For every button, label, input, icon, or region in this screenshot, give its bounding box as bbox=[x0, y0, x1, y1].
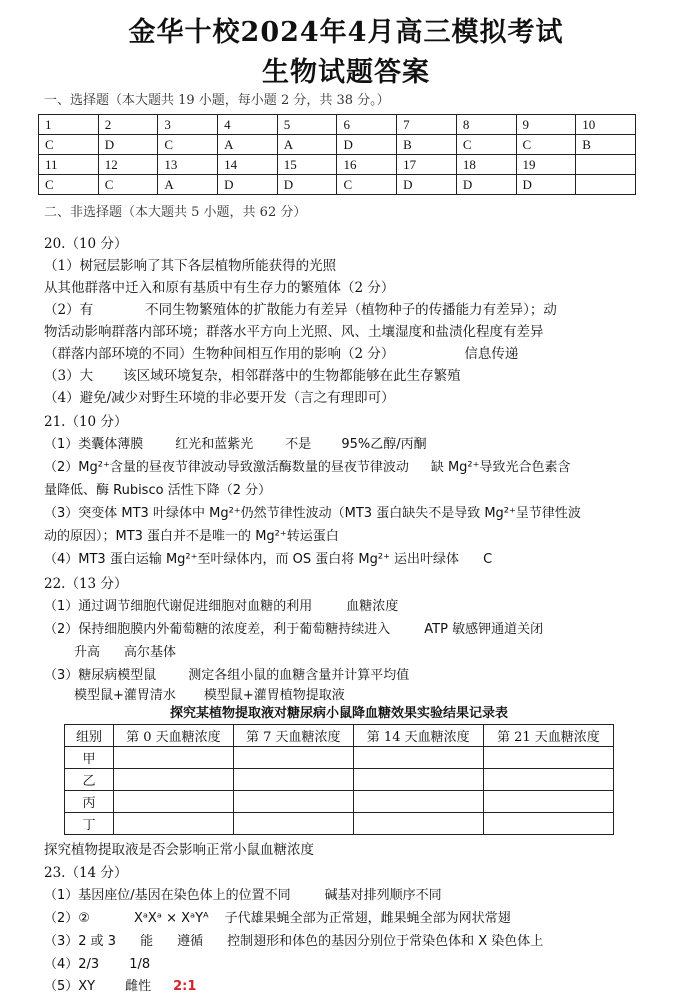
answer-cell: B bbox=[397, 135, 457, 155]
empty-record-cell bbox=[353, 769, 483, 791]
q21-2-answer-b: 缺 Mg²⁺导致光合色素含 bbox=[430, 460, 571, 475]
answer-cell: A bbox=[277, 135, 337, 155]
q21-4-answer-a: （4）MT3 蛋白运输 Mg²⁺至叶绿体内，而 OS 蛋白将 Mg²⁺ 运出叶绿体 bbox=[44, 552, 460, 567]
empty-record-cell bbox=[114, 791, 234, 813]
multiple-choice-answer-table bbox=[38, 114, 636, 195]
empty-record-cell bbox=[483, 791, 613, 813]
record-table-row bbox=[65, 769, 614, 791]
question-number-cell: 16 bbox=[337, 155, 397, 175]
q23-5-answer-b: 雌性 bbox=[125, 979, 152, 994]
q23-1-answer-a: （1）基因座位/基因在染色体上的位置不同 bbox=[44, 888, 291, 903]
section-1-heading: 一、选择题（本大题共 19 小题，每小题 2 分，共 38 分。） bbox=[44, 93, 390, 108]
section-2-heading: 二、非选择题（本大题共 5 小题，共 62 分） bbox=[44, 205, 307, 220]
q20-2-answer-d: 信息传递 bbox=[464, 346, 519, 362]
question-number-cell: 9 bbox=[516, 115, 576, 135]
q22-line-4 bbox=[44, 666, 409, 686]
page-subtitle: 生物试题答案 bbox=[262, 57, 430, 88]
record-table-row bbox=[65, 791, 614, 813]
q22-heading: 22.（13 分） bbox=[44, 576, 128, 592]
q23-5-answer-c: 2:1 bbox=[173, 979, 197, 994]
q22-line-6: 探究植物提取液是否会影响正常小鼠血糖浓度 bbox=[44, 842, 314, 858]
q21-3-answer-b: （MT3 蛋白缺失不是导致 Mg²⁺呈节律性波 bbox=[331, 506, 581, 521]
q22-line-1 bbox=[44, 597, 398, 617]
q20-heading: 20.（10 分） bbox=[44, 236, 128, 252]
record-table-header: 第 0 天血糖浓度 bbox=[114, 725, 234, 747]
question-number-cell: 2 bbox=[98, 115, 158, 135]
q22-line-2 bbox=[44, 620, 543, 640]
q20-line-1: （1）树冠层影响了其下各层植物所能获得的光照 bbox=[44, 258, 337, 274]
answer-cell: D bbox=[456, 175, 516, 195]
answer-cell: C bbox=[98, 175, 158, 195]
q23-3-answer-b: 能 bbox=[140, 934, 154, 949]
q23-5-answer-a: （5）XY bbox=[44, 979, 96, 994]
answer-cell: A bbox=[158, 175, 218, 195]
q22-2-answer-a: （2）保持细胞膜内外葡萄糖的浓度差，利于葡萄糖持续进入 bbox=[44, 622, 391, 637]
q21-line-3: 量降低、酶 Rubisco 活性下降（2 分） bbox=[44, 483, 272, 498]
answer-cell: C bbox=[337, 175, 397, 195]
answer-cell: D bbox=[397, 175, 457, 195]
record-table-header: 第 21 天血糖浓度 bbox=[483, 725, 613, 747]
question-number-cell: 4 bbox=[218, 115, 278, 135]
q21-line-1 bbox=[44, 435, 427, 455]
q22-3-answer-d: 模型鼠+灌胃植物提取液 bbox=[203, 688, 345, 703]
q22-1-answer-b: 血糖浓度 bbox=[346, 599, 399, 614]
question-number-row bbox=[39, 115, 636, 135]
group-label-cell: 甲 bbox=[65, 747, 114, 769]
q21-1-answer-d: 95%乙醇/丙酮 bbox=[341, 437, 427, 452]
q22-2-answer-c: 升高 bbox=[74, 645, 101, 660]
empty-record-cell bbox=[233, 747, 353, 769]
q20-2-answer-b: 不同生物繁殖体的扩散能力有差异（植物种子的传播能力有差异）；动 bbox=[145, 302, 557, 318]
question-number-cell: 19 bbox=[516, 155, 576, 175]
q21-3-answer-a: （3）突变体 MT3 叶绿体中 Mg²⁺仍然节律性波动 bbox=[44, 506, 332, 521]
q23-4-answer-a: （4）2/3 bbox=[44, 957, 100, 972]
q23-line-4 bbox=[44, 955, 150, 975]
question-number-cell: 10 bbox=[576, 115, 636, 135]
q23-4-answer-b: 1/8 bbox=[129, 957, 151, 972]
answer-row bbox=[39, 135, 636, 155]
empty-record-cell bbox=[114, 769, 234, 791]
q20-line-6 bbox=[44, 366, 461, 386]
empty-record-cell bbox=[233, 813, 353, 835]
question-number-cell: 11 bbox=[39, 155, 99, 175]
q23-1-answer-b: 碱基对排列顺序不同 bbox=[324, 888, 442, 903]
question-number-cell: 12 bbox=[98, 155, 158, 175]
q22-1-answer-a: （1）通过调节细胞代谢促进细胞对血糖的利用 bbox=[44, 599, 313, 614]
empty-record-cell bbox=[233, 791, 353, 813]
question-number-cell bbox=[576, 155, 636, 175]
record-table-title: 探究某植物提取液对糖尿病小鼠降血糖效果实验结果记录表 bbox=[169, 706, 508, 721]
answer-cell: C bbox=[39, 135, 99, 155]
empty-record-cell bbox=[483, 747, 613, 769]
q23-heading: 23.（14 分） bbox=[44, 865, 128, 881]
page-title: 金华十校2024年4月高三模拟考试 bbox=[128, 17, 564, 48]
q23-3-answer-c: 遵循 bbox=[177, 934, 204, 949]
q22-3-answer-a: （3）糖尿病模型鼠 bbox=[44, 668, 157, 683]
group-label-cell: 丁 bbox=[65, 813, 114, 835]
q23-2-answer-b: XᵃXᵃ × XᵃYᴬ bbox=[133, 911, 209, 926]
q23-2-answer-a: （2）② bbox=[44, 911, 90, 926]
empty-record-cell bbox=[114, 813, 234, 835]
question-number-row bbox=[39, 155, 636, 175]
group-label-cell: 丙 bbox=[65, 791, 114, 813]
q20-line-7: （4）避免/减少对野生环境的非必要开发（言之有理即可） bbox=[44, 390, 395, 406]
q22-2-answer-d: 高尔基体 bbox=[124, 645, 177, 660]
q23-3-answer-a: （3）2 或 3 bbox=[44, 934, 117, 949]
q22-2-answer-b: ATP 敏感钾通道关闭 bbox=[424, 622, 544, 637]
q23-line-5 bbox=[44, 977, 196, 997]
q23-3-answer-d: 控制翅形和体色的基因分别位于常染色体和 X 染色体上 bbox=[227, 934, 544, 949]
q23-line-2 bbox=[44, 909, 511, 929]
answer-cell bbox=[576, 175, 636, 195]
q23-line-3 bbox=[44, 932, 543, 952]
empty-record-cell bbox=[233, 769, 353, 791]
record-table-header: 第 7 天血糖浓度 bbox=[233, 725, 353, 747]
empty-record-cell bbox=[114, 747, 234, 769]
q20-line-4: 物活动影响群落内部环境；群落水平方向上光照、风、土壤湿度和盐渍化程度有差异 bbox=[44, 324, 544, 340]
question-number-cell: 1 bbox=[39, 115, 99, 135]
answer-cell: C bbox=[456, 135, 516, 155]
q20-2-answer-c: （群落内部环境的不同）生物种间相互作用的影响（2 分） bbox=[44, 346, 395, 362]
record-table-header: 第 14 天血糖浓度 bbox=[353, 725, 483, 747]
group-label-cell: 乙 bbox=[65, 769, 114, 791]
answer-cell: C bbox=[158, 135, 218, 155]
question-number-cell: 3 bbox=[158, 115, 218, 135]
q22-3-answer-c: 模型鼠+灌胃清水 bbox=[74, 688, 176, 703]
q21-heading: 21.（10 分） bbox=[44, 414, 128, 430]
answer-cell: D bbox=[516, 175, 576, 195]
q23-2-answer-c: 子代雄果蝇全部为正常翅，雌果蝇全部为网状常翅 bbox=[224, 911, 511, 926]
empty-record-cell bbox=[353, 747, 483, 769]
answer-cell: D bbox=[218, 175, 278, 195]
answer-cell: C bbox=[516, 135, 576, 155]
record-table-row bbox=[65, 813, 614, 835]
empty-record-cell bbox=[483, 813, 613, 835]
answer-cell: D bbox=[337, 135, 397, 155]
q21-line-2 bbox=[44, 458, 571, 478]
q22-line-3 bbox=[74, 643, 176, 663]
question-number-cell: 8 bbox=[456, 115, 516, 135]
q21-line-5: 动的原因）；MT3 蛋白并不是唯一的 Mg²⁺转运蛋白 bbox=[44, 529, 339, 544]
q20-3-answer-b: 该区域环境复杂，相邻群落中的生物都能够在此生存繁殖 bbox=[123, 368, 461, 384]
question-number-cell: 13 bbox=[158, 155, 218, 175]
q21-line-6 bbox=[44, 550, 492, 570]
q21-line-4 bbox=[44, 504, 581, 524]
answer-row bbox=[39, 175, 636, 195]
question-number-cell: 17 bbox=[397, 155, 457, 175]
question-number-cell: 14 bbox=[218, 155, 278, 175]
answer-cell: A bbox=[218, 135, 278, 155]
answer-cell: D bbox=[98, 135, 158, 155]
q20-line-2: 从其他群落中迁入和原有基质中有生存力的繁殖体（2 分） bbox=[44, 280, 395, 296]
q20-3-answer-a: （3）大 bbox=[44, 368, 94, 384]
answer-cell: C bbox=[39, 175, 99, 195]
q21-1-answer-a: （1）类囊体薄膜 bbox=[44, 437, 144, 452]
empty-record-cell bbox=[353, 813, 483, 835]
q21-4-answer-b: C bbox=[483, 552, 493, 567]
record-table-row bbox=[65, 747, 614, 769]
empty-record-cell bbox=[353, 791, 483, 813]
question-number-cell: 15 bbox=[277, 155, 337, 175]
q20-line-5 bbox=[44, 344, 518, 364]
empty-record-cell bbox=[483, 769, 613, 791]
answer-cell: B bbox=[576, 135, 636, 155]
q23-line-1 bbox=[44, 886, 442, 906]
question-number-cell: 6 bbox=[337, 115, 397, 135]
record-table-header: 组别 bbox=[65, 725, 114, 747]
q21-2-answer-a: （2）Mg²⁺含量的昼夜节律波动导致激活酶数量的昼夜节律波动 bbox=[44, 460, 409, 475]
q22-3-answer-b: 测定各组小鼠的血糖含量并计算平均值 bbox=[188, 668, 410, 683]
q20-line-3 bbox=[44, 300, 557, 320]
answer-cell: D bbox=[277, 175, 337, 195]
question-number-cell: 5 bbox=[277, 115, 337, 135]
q21-1-answer-b: 红光和蓝紫光 bbox=[175, 437, 254, 452]
question-number-cell: 18 bbox=[456, 155, 516, 175]
question-number-cell: 7 bbox=[397, 115, 457, 135]
q20-2-answer-a: （2）有 bbox=[44, 302, 94, 318]
q21-1-answer-c: 不是 bbox=[285, 437, 312, 452]
blood-glucose-record-table bbox=[64, 724, 614, 835]
